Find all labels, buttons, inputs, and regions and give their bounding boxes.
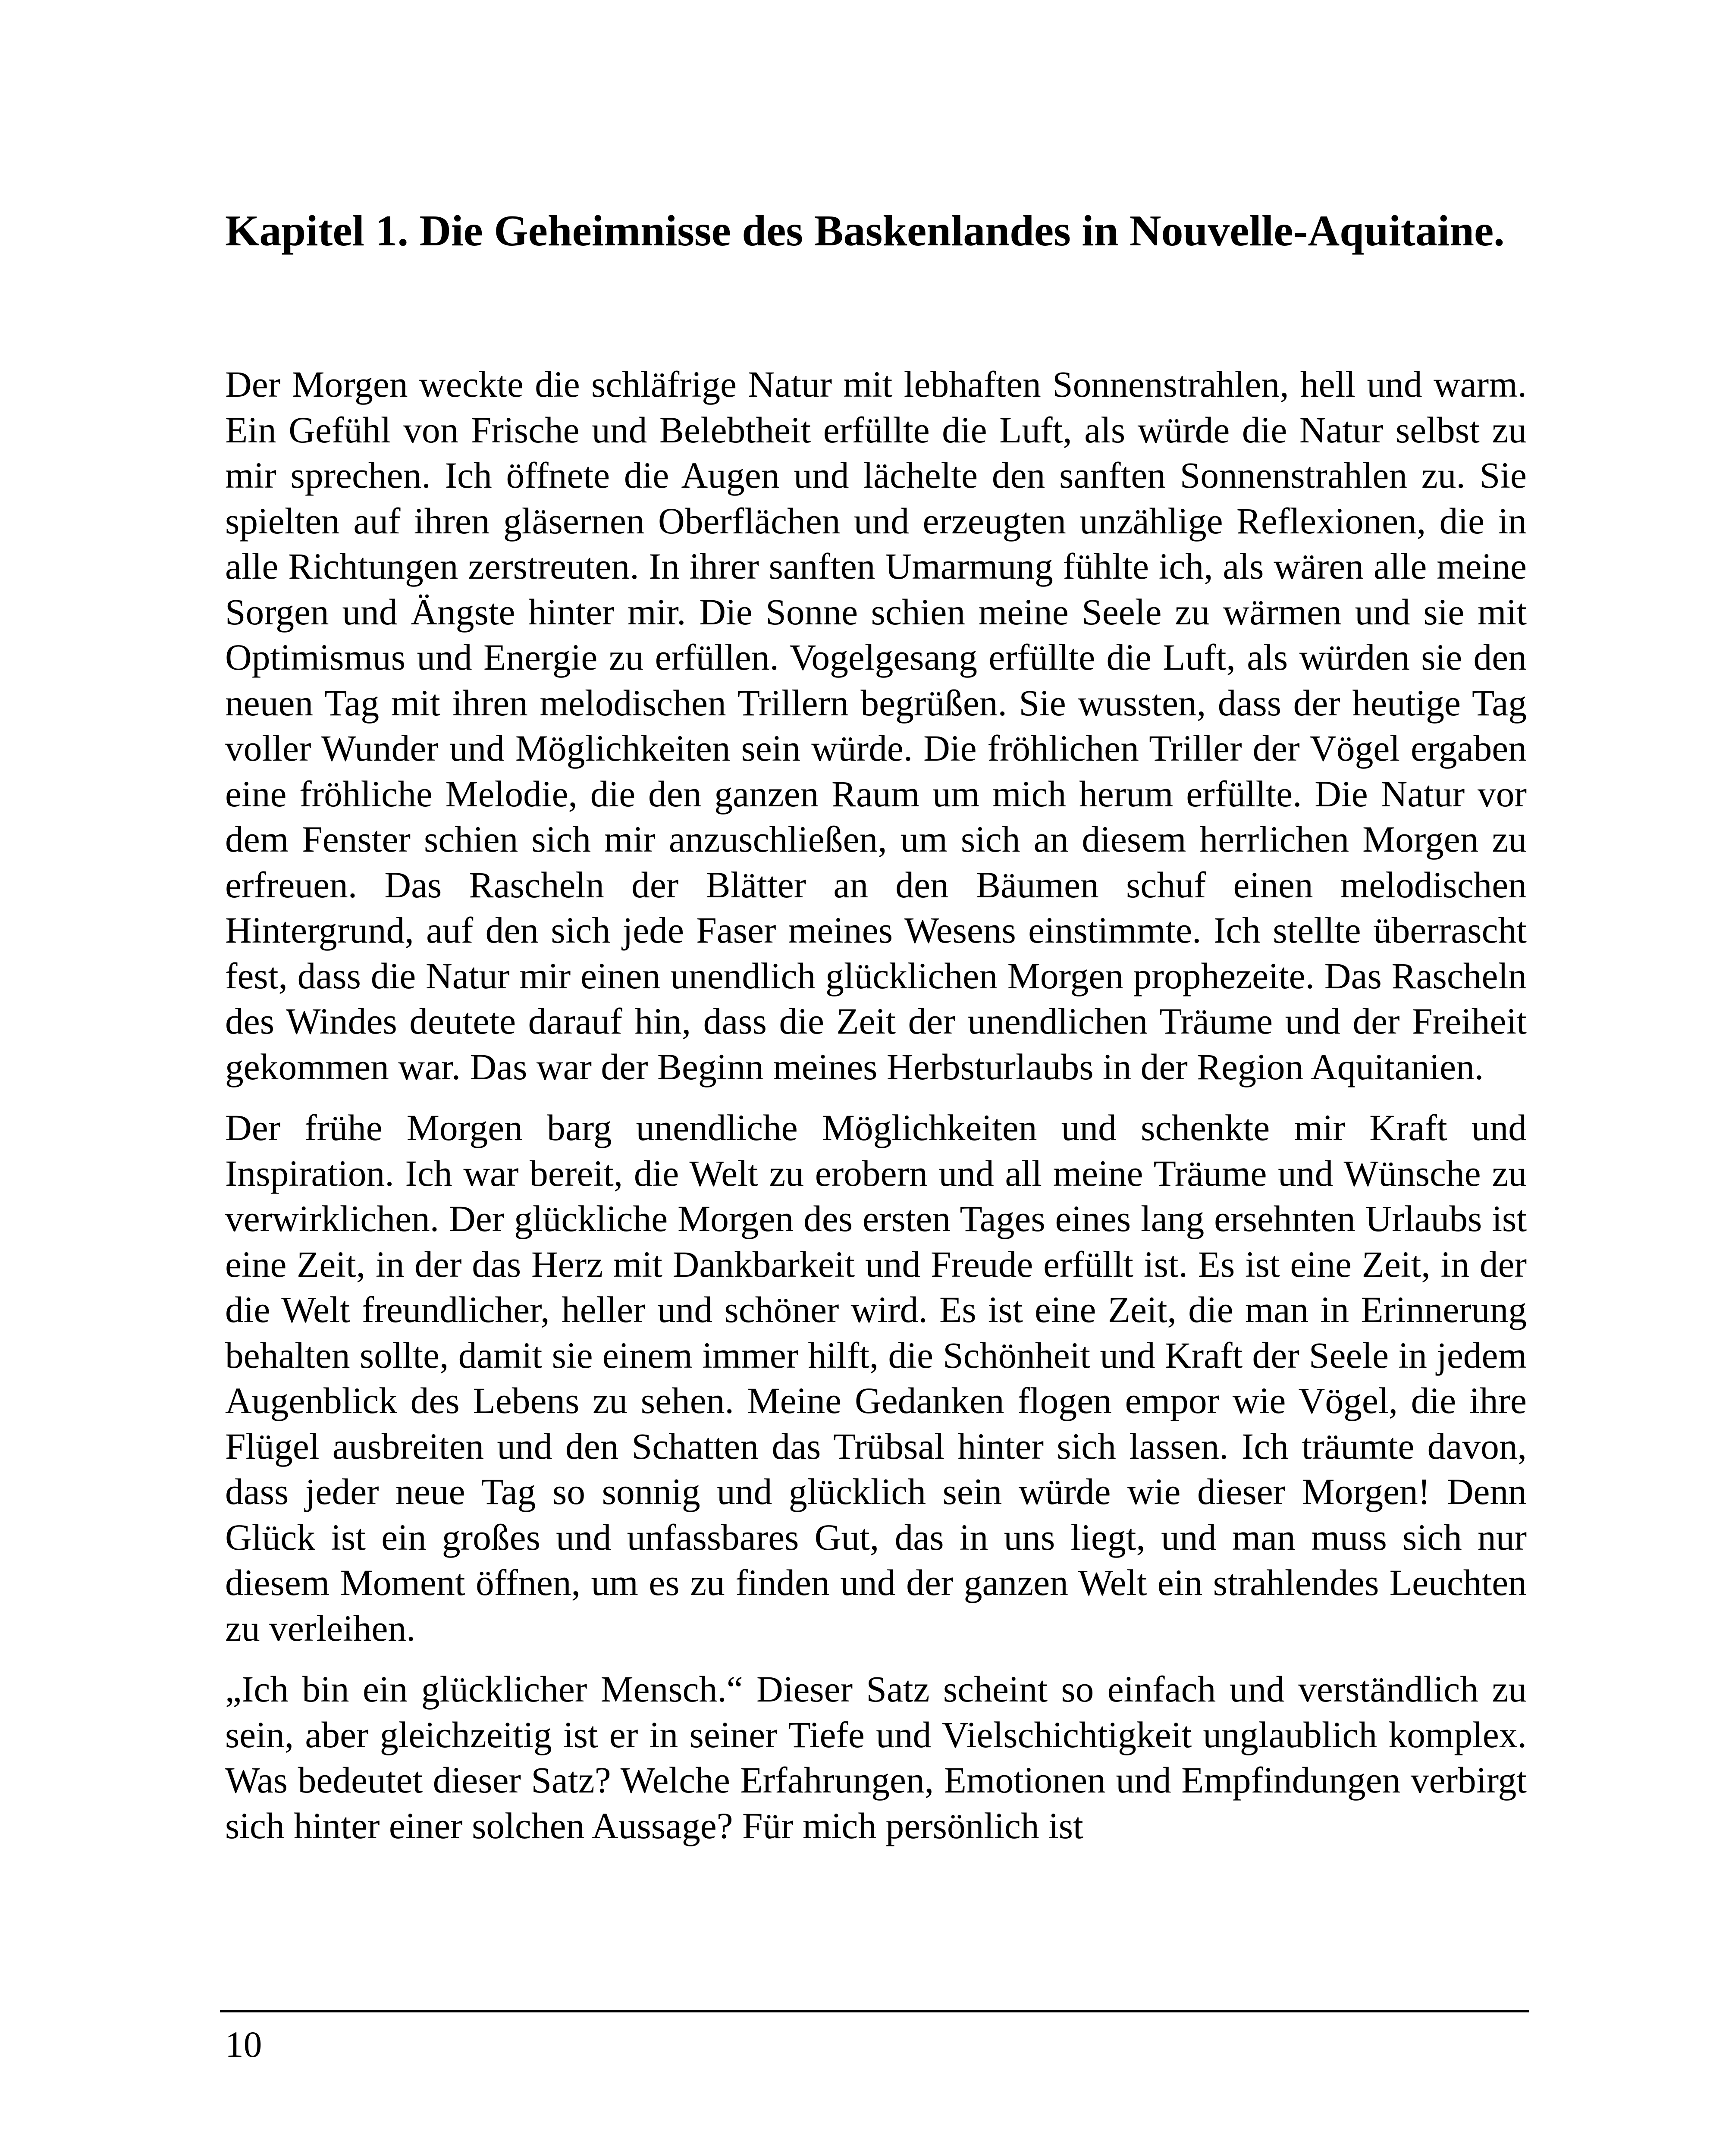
page-content: [225, 203, 1527, 1865]
footer-divider: [220, 2010, 1529, 2012]
body-text: [225, 362, 1527, 1849]
paragraph: Der Morgen weckte die schläfrige Natur mit lebhaften Sonnenstrahlen, hell und warm. Ein Gefühl von Frische und Belebtheit erfüllte die Luft, als würde die Natur selbst zu mir sprechen. Ich öffnete die Augen und lächelte den sanften Sonnenstrahlen zu. Sie spielten auf ihren gläsernen Oberflächen und erzeugten unzählige Reflexionen, die in alle Richtungen zerstreuten. In ihrer sanften Umarmung fühlte ich, als wären alle meine Sorgen und Ängste hinter mir. Die Sonne schien meine Seele zu wärmen und sie mit Optimismus und Energie zu erfüllen. Vogelgesang erfüllte die Luft, als würden sie den neuen Tag mit ihren melodischen Trillern begrüßen. Sie wussten, dass der heutige Tag voller Wunder und Möglichkeiten sein würde. Die fröhlichen Triller der Vögel ergaben eine fröhliche Melodie, die den ganzen Raum um mich herum erfüllte. Die Natur vor dem Fenster schien sich mir anzuschließen, um sich an diesem herrlichen Morgen zu erfreuen. Das Rascheln der Blätter an den Bäumen schuf einen melodischen Hintergrund, auf den sich jede Faser meines Wesens einstimmte. Ich stellte überrascht fest, dass die Natur mir einen unendlich glücklichen Morgen prophezeite. Das Rascheln des Windes deutete darauf hin, dass die Zeit der unendlichen Träume und der Freiheit gekommen war. Das war der Beginn meines Herbsturlaubs in der Region Aquitanien.: [225, 364, 1527, 1087]
chapter-title: Kapitel 1. Die Geheimnisse des Baskenlandes in Nouvelle-Aquitaine.: [225, 207, 1505, 255]
page-number: 10: [225, 2024, 262, 2065]
paragraph: Der frühe Morgen barg unendliche Möglichkeiten und schenkte mir Kraft und Inspiration. Ich war bereit, die Welt zu erobern und all meine Träume und Wünsche zu verwirklichen. Der glückliche Morgen des ersten Tages eines lang ersehnten Urlaubs ist eine Zeit, in der das Herz mit Dankbarkeit und Freude erfüllt ist. Es ist eine Zeit, in der die Welt freundlicher, heller und schöner wird. Es ist eine Zeit, die man in Erinnerung behalten sollte, damit sie einem immer hilft, die Schönheit und Kraft der Seele in jedem Augenblick des Lebens zu sehen. Meine Gedanken flogen empor wie Vögel, die ihre Flügel ausbreiten und den Schatten das Trübsal hinter sich lassen. Ich träumte davon, dass jeder neue Tag so sonnig und glücklich sein würde wie dieser Morgen! Denn Glück ist ein großes und unfassbares Gut, das in uns liegt, und man muss sich nur diesem Moment öffnen, um es zu finden und der ganzen Welt ein strahlendes Leuchten zu verleihen.: [225, 1108, 1527, 1649]
paragraph: „Ich bin ein glücklicher Mensch.“ Dieser Satz scheint so einfach und verständlich zu sein, aber gleichzeitig ist er in seiner Tiefe und Vielschichtigkeit unglaublich komplex. Was bedeutet dieser Satz? Welche Erfahrungen, Emotionen und Empfindungen verbirgt sich hinter einer solchen Aussage? Für mich persönlich ist: [225, 1669, 1527, 1846]
